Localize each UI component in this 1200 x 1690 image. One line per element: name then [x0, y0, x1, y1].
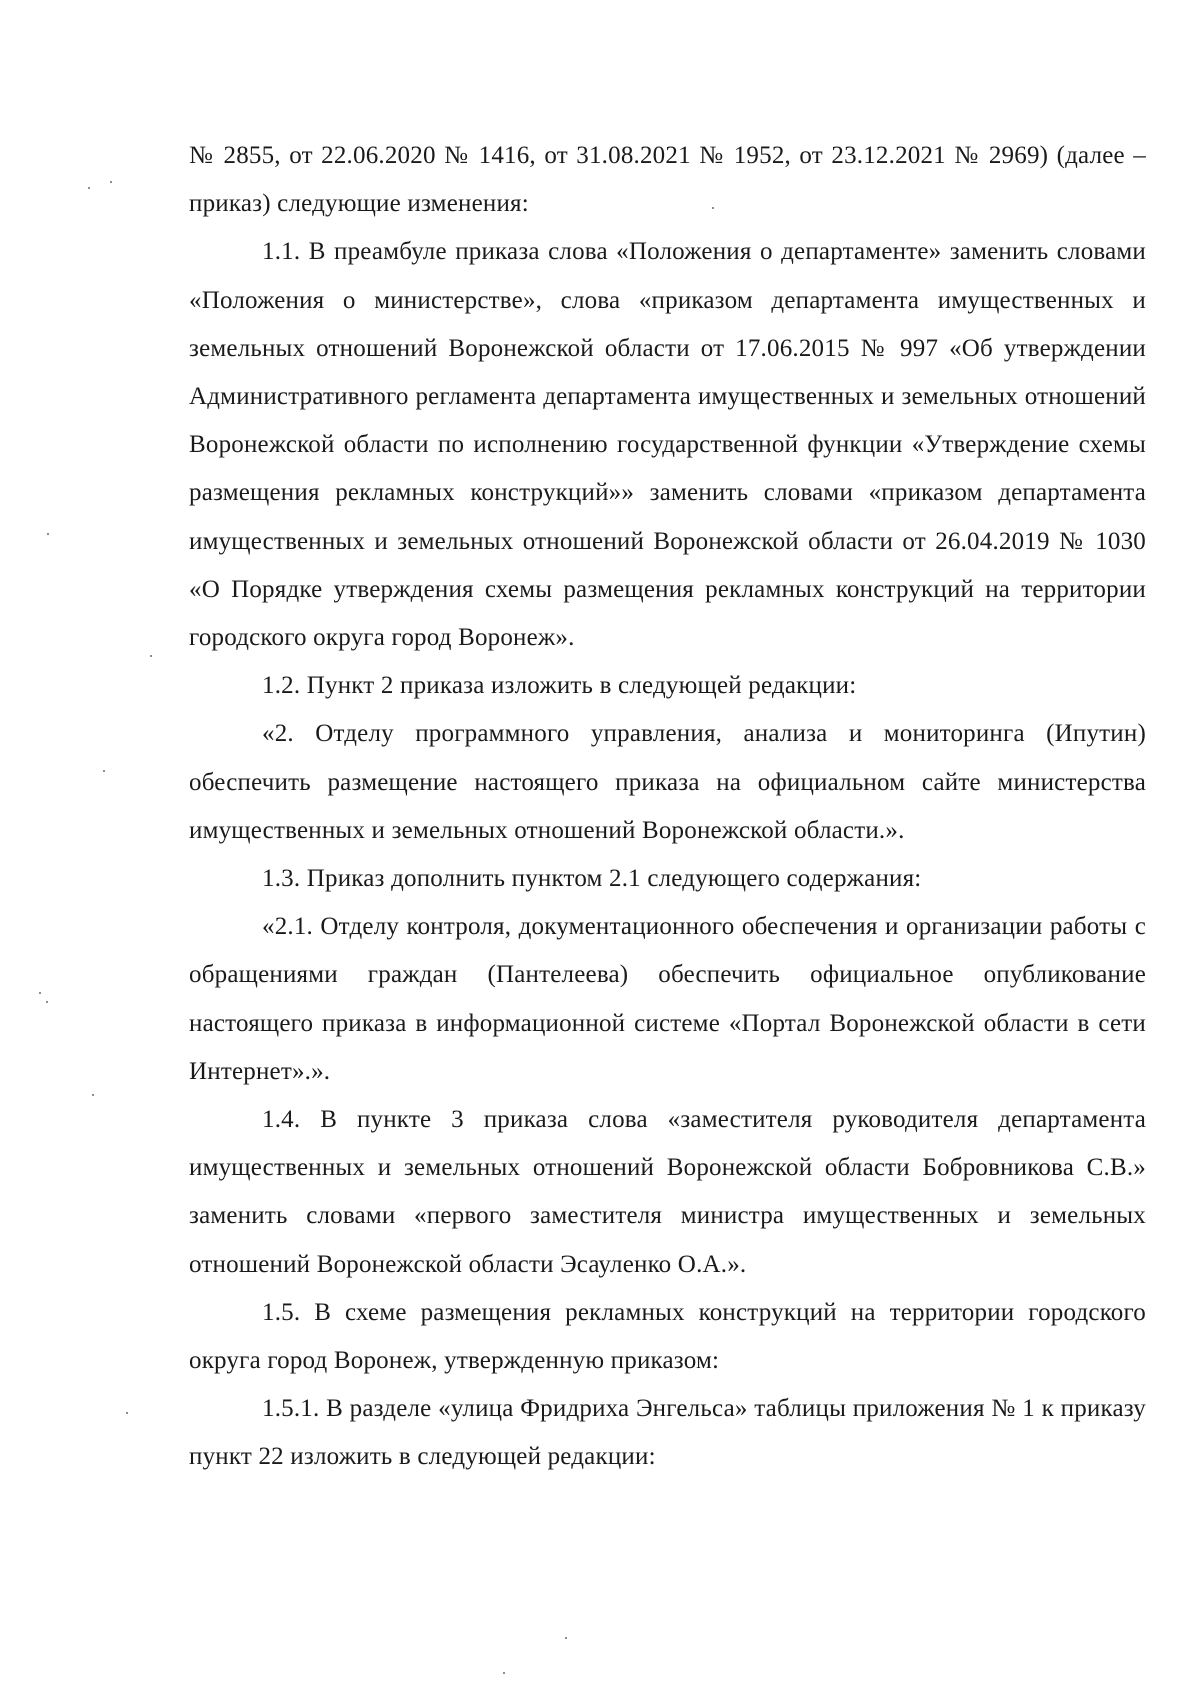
scan-speck: [150, 655, 152, 657]
paragraph-1-3-add-item-2-1: 1.3. Приказ дополнить пунктом 2.1 следующего содержания:: [262, 865, 922, 893]
scan-speck: [46, 1001, 48, 1003]
scan-speck: [92, 1094, 94, 1096]
paragraph-item-2-text: «2. Отделу программного управления, анализа и мониторинга (Ипутин) обеспечить размещение настоящего приказа на официальном сайте министерства имущественных и земельных отношений Воронежской области.».: [189, 720, 1146, 844]
paragraph-item-2-1-text: «2.1. Отделу контроля, документационного обеспечения и организации работы с обращениями граждан (Пантелеева) обеспечить официальное опубликование настоящего приказа в информационной системе «Портал Воронежской области в сети Интернет».».: [189, 913, 1146, 1085]
scan-speck: [47, 533, 49, 535]
scan-speck: [503, 1672, 505, 1674]
paragraph-amended-orders-list: № 2855, от 22.06.2020 № 1416, от 31.08.2021 № 1952, от 23.12.2021 № 2969) (далее – приказ) следующие изменения:: [189, 142, 1146, 218]
paragraph-1-2-item-2-revision: 1.2. Пункт 2 приказа изложить в следующей редакции:: [262, 672, 857, 700]
scan-speck: [103, 770, 105, 772]
paragraph-1-4-item-3-changes: 1.4. В пункте 3 приказа слова «заместителя руководителя департамента имущественных и земельных отношений Воронежской области Бобровникова С.В.» заменить словами «первого заместителя министра имущественных и земельных отношений Воронежской области Эсауленко О.А.».: [189, 1106, 1146, 1278]
paragraph-1-1-preamble-changes: 1.1. В преамбуле приказа слова «Положения о департаменте» заменить словами «Положения о министерстве», слова «приказом департамента имущественных и земельных отношений Воронежской области от 17.06.2015 № 997 «Об утверждении Административного регламента департамента имущественных и земельных отношений Воронежской области по исполнению государственной функции «Утверждение схемы размещения рекламных конструкций»» заменить словами «приказом департамента имущественных и земельных отношений Воронежской области от 26.04.2019 № 1030 «О Порядке утверждения схемы размещения рекламных конструкций на территории городского округа город Воронеж».: [189, 238, 1146, 652]
document-body: [189, 132, 1146, 1482]
scan-speck: [126, 1412, 128, 1414]
scan-speck: [110, 181, 112, 183]
scan-speck: [565, 1637, 567, 1639]
paragraph-1-5-scheme-changes: 1.5. В схеме размещения рекламных конструкций на территории городского округа город Воронеж, утвержденную приказом:: [189, 1298, 1146, 1375]
paragraph-1-5-1-engels-street: 1.5.1. В разделе «улица Фридриха Энгельса» таблицы приложения № 1 к приказу пункт 22 изложить в следующей редакции:: [189, 1395, 1146, 1471]
scan-speck: [88, 187, 90, 189]
scan-speck: [39, 992, 41, 994]
scan-speck: [712, 207, 714, 209]
